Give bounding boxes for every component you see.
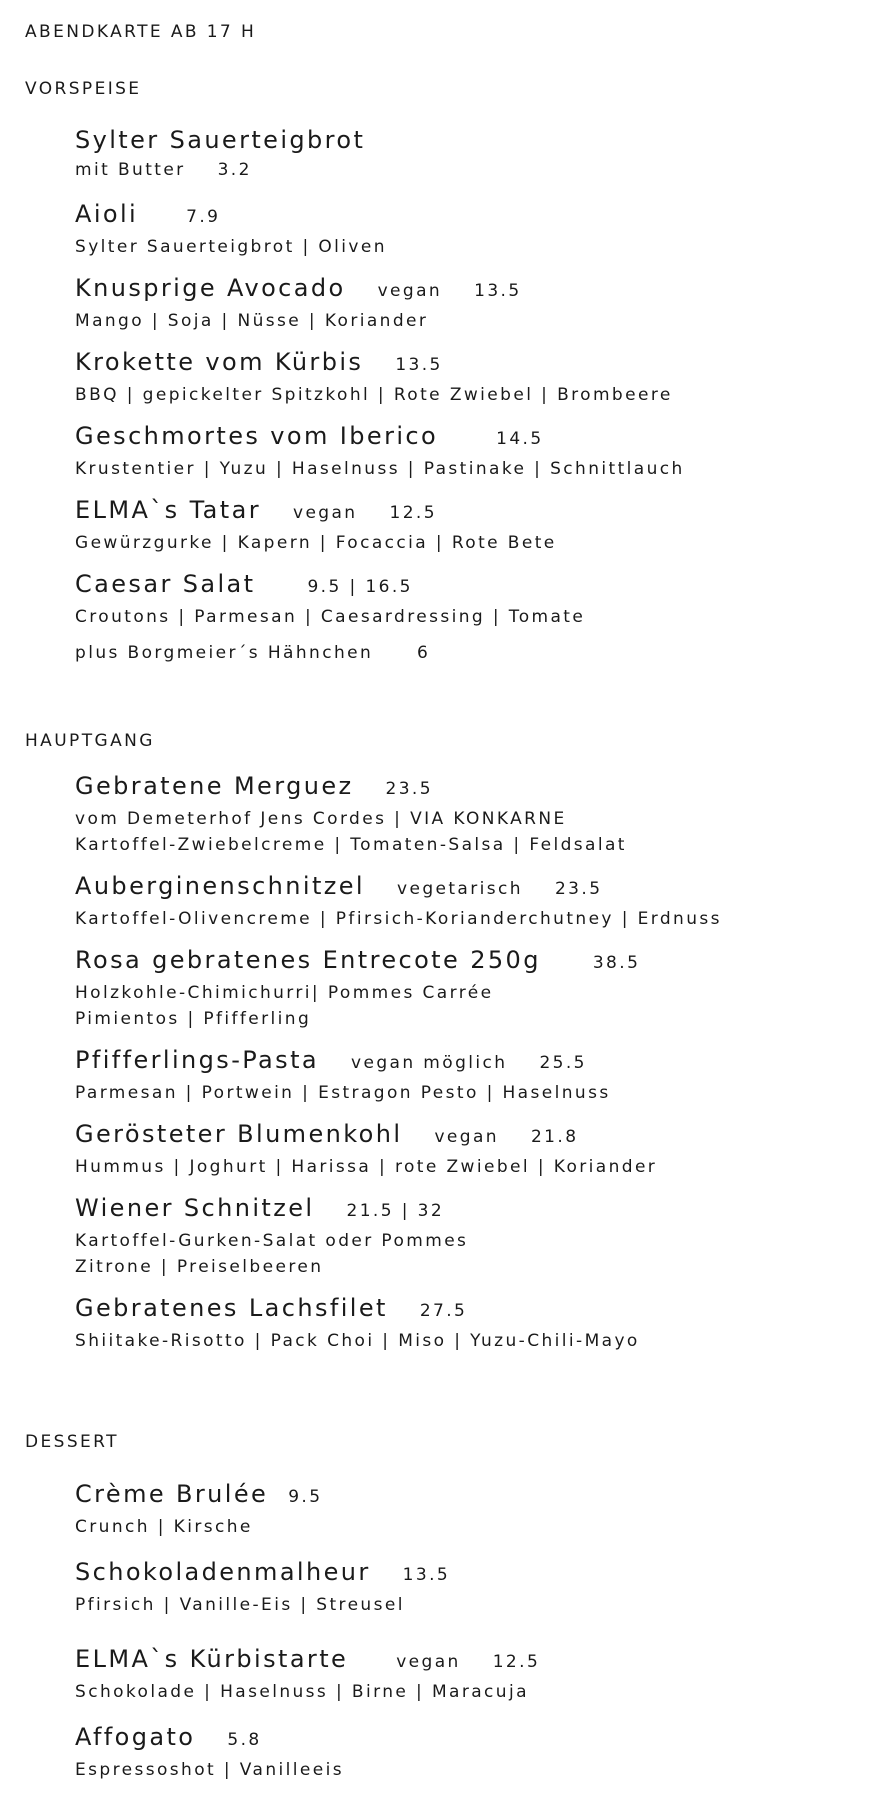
item-name: Wiener Schnitzel: [75, 1194, 315, 1222]
item-price: 27.5: [419, 1301, 468, 1321]
item-description: Sylter Sauerteigbrot | Oliven: [75, 237, 387, 257]
item-tag: vegetarisch: [397, 879, 523, 899]
item-price: 13.5: [395, 355, 443, 375]
item-description: Shiitake-Risotto | Pack Choi | Miso | Yuzu-Chili-Mayo: [75, 1331, 640, 1351]
item-description: Parmesan | Portwein | Estragon Pesto | Haselnuss: [75, 1083, 611, 1103]
item-price: 9.5: [288, 1487, 323, 1507]
item-description: Croutons | Parmesan | Caesardressing | Tomate: [75, 607, 586, 627]
menu-item-sauerteigbrot: [75, 126, 365, 180]
item-description: Kartoffel-Gurken-Salat oder Pommes: [75, 1231, 469, 1251]
item-name: Aioli: [75, 200, 139, 228]
menu-item-tatar: [75, 496, 557, 556]
menu-item-creme-brulee: [75, 1480, 322, 1540]
item-name: Rosa gebratenes Entrecote 250g: [75, 946, 541, 974]
item-tag: vegan: [377, 281, 443, 301]
menu-item-kuerbistarte: [75, 1645, 540, 1705]
item-name: Sylter Sauerteigbrot: [75, 126, 366, 154]
item-name: Pfifferlings-Pasta: [75, 1046, 319, 1074]
item-name: ELMA`s Tatar: [75, 496, 261, 524]
item-price: 12.5: [389, 503, 437, 523]
item-price: 3.2: [217, 160, 252, 180]
item-description: Pfirsich | Vanille-Eis | Streusel: [75, 1595, 405, 1615]
item-tag: vegan: [396, 1652, 461, 1672]
item-price: 38.5: [592, 953, 641, 973]
item-name: Krokette vom Kürbis: [75, 348, 364, 376]
item-description-2: Kartoffel-Zwiebelcreme | Tomaten-Salsa | Feldsalat: [75, 835, 627, 855]
item-tag: vegan möglich: [351, 1053, 508, 1073]
item-name: Gerösteter Blumenkohl: [75, 1120, 403, 1148]
item-price: 12.5: [492, 1652, 541, 1672]
item-name: Affogato: [75, 1723, 196, 1751]
item-description: Schokolade | Haselnuss | Birne | Maracuja: [75, 1682, 529, 1702]
menu-extra-haehnchen: [75, 643, 430, 663]
item-price: 5.8: [227, 1730, 262, 1750]
menu-item-caesar-salat: [75, 570, 585, 630]
item-description: mit Butter: [75, 160, 186, 180]
menu-item-auberginenschnitzel: [75, 872, 722, 932]
menu-item-iberico: [75, 422, 685, 482]
item-description: Crunch | Kirsche: [75, 1517, 253, 1537]
item-price: 7.9: [186, 207, 221, 227]
extra-label: plus Borgmeier´s Hähnchen: [75, 643, 374, 663]
item-description: Gewürzgurke | Kapern | Focaccia | Rote Bete: [75, 533, 557, 553]
menu-item-aioli: [75, 200, 387, 260]
item-name: Gebratene Merguez: [75, 772, 354, 800]
menu-item-pfifferlings-pasta: [75, 1046, 611, 1106]
item-price: 14.5: [496, 429, 544, 449]
section-title-vorspeise: VORSPEISE: [25, 79, 142, 99]
item-tag: vegan: [434, 1127, 499, 1147]
item-name: Crème Brulée: [75, 1480, 269, 1508]
item-description: vom Demeterhof Jens Cordes | VIA KONKARNE: [75, 809, 567, 829]
section-title-hauptgang: HAUPTGANG: [25, 731, 155, 751]
menu-header: ABENDKARTE AB 17 H: [25, 22, 257, 42]
item-description: BBQ | gepickelter Spitzkohl | Rote Zwiebel | Brombeere: [75, 385, 673, 405]
item-description: Mango | Soja | Nüsse | Koriander: [75, 311, 429, 331]
item-price: 9.5 | 16.5: [307, 577, 413, 597]
menu-item-wiener-schnitzel: [75, 1194, 468, 1280]
item-description: Espressoshot | Vanilleeis: [75, 1760, 344, 1780]
item-name: Schokoladenmalheur: [75, 1558, 371, 1586]
menu-item-avocado: [75, 274, 522, 334]
item-description: Holzkohle-Chimichurri| Pommes Carrée: [75, 983, 494, 1003]
item-description-2: Zitrone | Preiselbeeren: [75, 1257, 324, 1277]
item-name: Geschmortes vom Iberico: [75, 422, 439, 450]
item-name: Auberginenschnitzel: [75, 872, 365, 900]
item-description: Kartoffel-Olivencreme | Pfirsich-Korianderchutney | Erdnuss: [75, 909, 722, 929]
item-price: 13.5: [474, 281, 522, 301]
extra-price: 6: [416, 643, 431, 663]
menu-item-merguez: [75, 772, 627, 858]
menu-item-blumenkohl: [75, 1120, 657, 1180]
item-price: 25.5: [539, 1053, 587, 1073]
item-tag: vegan: [292, 503, 358, 523]
menu-item-krokette: [75, 348, 673, 408]
item-price: 13.5: [402, 1565, 451, 1585]
item-price: 21.8: [530, 1127, 579, 1147]
item-description-2: Pimientos | Pfifferling: [75, 1009, 312, 1029]
item-name: Gebratenes Lachsfilet: [75, 1294, 388, 1322]
menu-item-lachsfilet: [75, 1294, 640, 1354]
menu-item-entrecote: [75, 946, 640, 1032]
menu-item-schokoladenmalheur: [75, 1558, 450, 1618]
item-price: 21.5 | 32: [346, 1201, 445, 1221]
item-description: Hummus | Joghurt | Harissa | rote Zwiebel | Koriander: [75, 1157, 658, 1177]
item-name: ELMA`s Kürbistarte: [75, 1645, 349, 1673]
section-title-dessert: DESSERT: [25, 1432, 119, 1452]
item-price: 23.5: [385, 779, 433, 799]
item-price: 23.5: [554, 879, 603, 899]
menu-item-affogato: [75, 1723, 344, 1783]
item-description: Krustentier | Yuzu | Haselnuss | Pastinake | Schnittlauch: [75, 459, 685, 479]
item-name: Knusprige Avocado: [75, 274, 346, 302]
item-name: Caesar Salat: [75, 570, 256, 598]
